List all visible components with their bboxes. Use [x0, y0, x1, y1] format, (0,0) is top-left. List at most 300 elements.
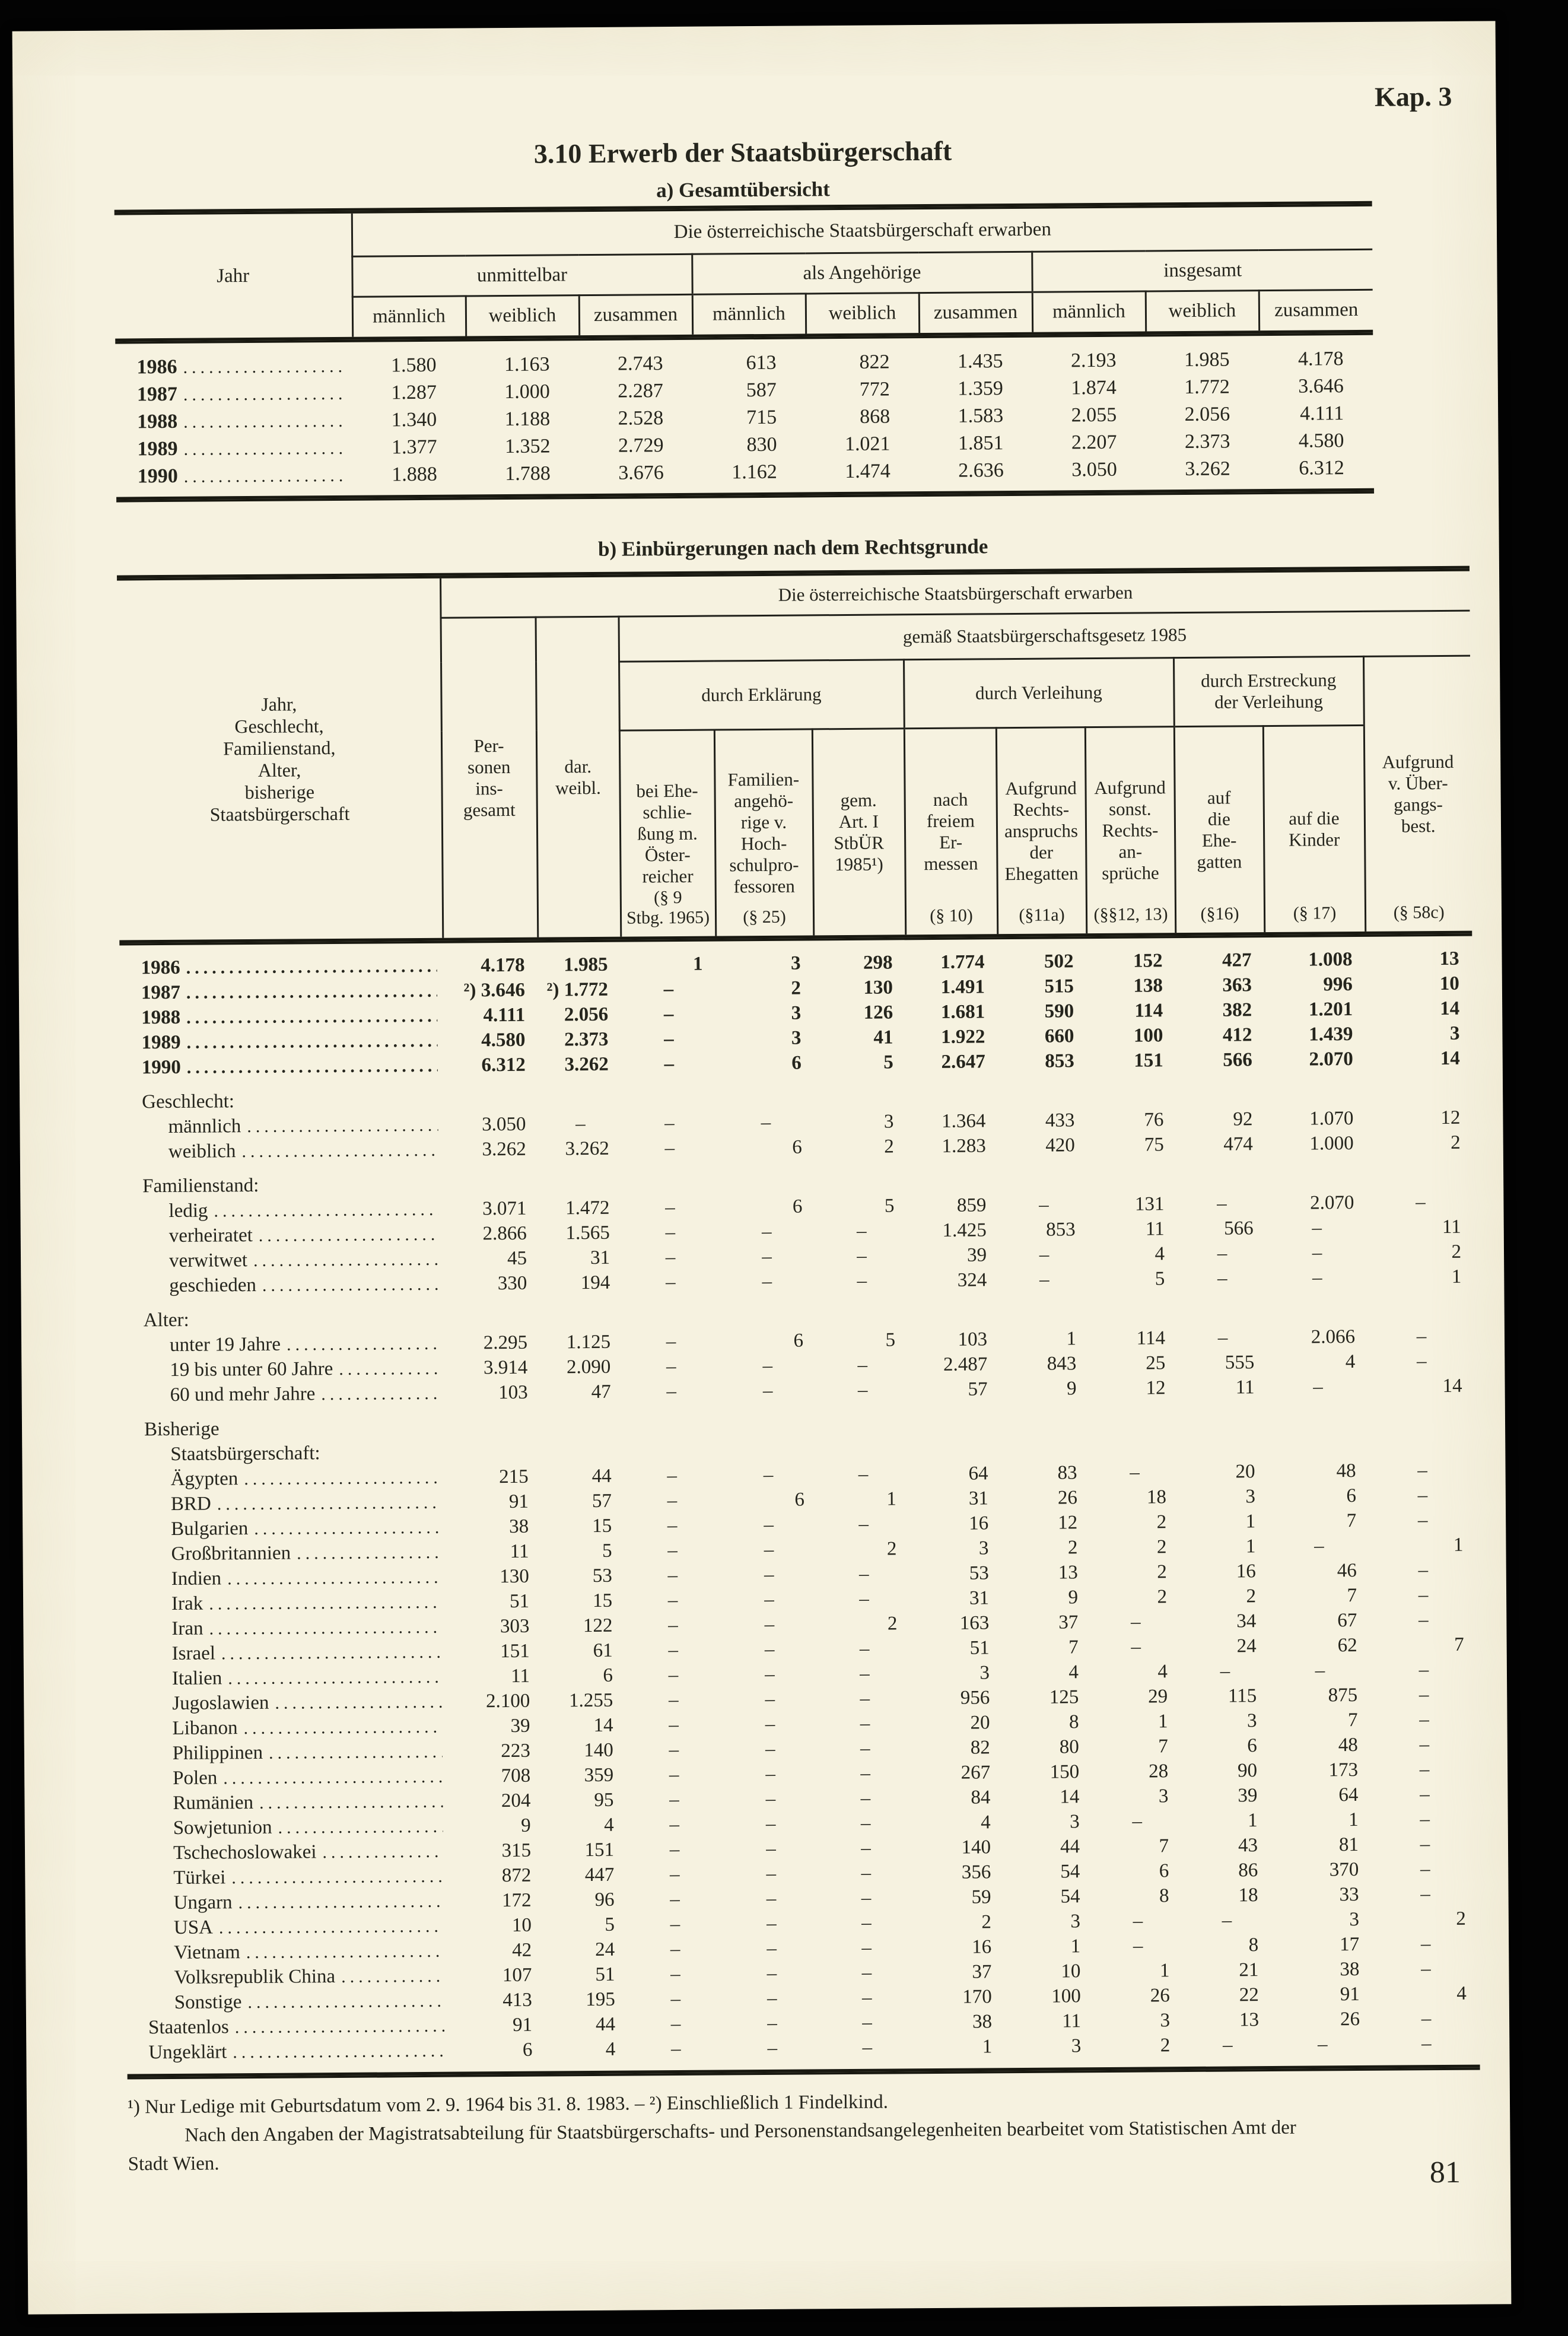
value-cell: 38: [972, 2011, 993, 2033]
row-label-cell: [125, 1712, 448, 1740]
value-cell: 131: [1134, 1193, 1165, 1215]
value-cell: –: [766, 1888, 777, 1910]
value-cell: –: [1417, 1485, 1428, 1507]
value-cell: 2.090: [566, 1356, 611, 1378]
value-cell: –: [1312, 1217, 1322, 1239]
value-cell: –: [575, 1113, 586, 1135]
value-cell: –: [1420, 1883, 1430, 1905]
value-cell: –: [1133, 1935, 1143, 1957]
row-label-cell: [126, 1862, 449, 1889]
leader-dots: [183, 355, 346, 378]
column-header-hochschulprofessoren: [714, 729, 813, 936]
paragraph-note: (§11a): [1019, 905, 1065, 925]
value-cell: 80: [1059, 1736, 1079, 1758]
value-cell: –: [1217, 1267, 1227, 1290]
value-cell: –: [1222, 2034, 1233, 2056]
row-label: Polen: [173, 1767, 218, 1790]
paragraph-note: (§ 25): [743, 907, 786, 927]
value-cell: 38: [509, 1516, 529, 1538]
value-cell: –: [765, 1714, 775, 1736]
value-cell: 356: [961, 1861, 991, 1884]
row-label-cell: [119, 952, 443, 979]
value-cell: –: [663, 978, 674, 1000]
value-cell: 2.528: [618, 407, 664, 430]
value-cell: 53: [592, 1565, 612, 1587]
column-header: zusammen: [1259, 290, 1373, 330]
value-cell: 2.729: [618, 434, 664, 457]
paragraph-note: (§ 10): [930, 905, 973, 926]
paragraph-note: (§ 17): [1293, 903, 1337, 923]
value-cell: 82: [970, 1737, 990, 1759]
value-cell: 3: [791, 1002, 802, 1025]
leader-dots: [219, 1916, 444, 1938]
value-cell: 1.474: [845, 460, 890, 483]
value-cell: 1: [692, 954, 703, 975]
value-cell: –: [670, 1988, 681, 2010]
leader-dots: [183, 383, 347, 405]
value-cell: –: [665, 1197, 675, 1219]
table-a-header: [115, 206, 1373, 339]
leader-dots: [209, 1617, 441, 1639]
value-cell: 75: [1144, 1134, 1164, 1156]
value-cell: 3: [1245, 1486, 1256, 1508]
leader-dots: [339, 1358, 440, 1380]
row-label: 1990: [137, 465, 178, 488]
value-cell: 20: [970, 1712, 990, 1734]
value-cell: –: [1314, 1535, 1324, 1557]
value-cell: 12: [1440, 1107, 1461, 1129]
row-label-cell: [122, 1379, 446, 1406]
value-cell: 4: [1154, 1243, 1165, 1265]
value-cell: 151: [500, 1641, 530, 1663]
value-cell: 413: [502, 1989, 532, 2011]
row-label: Iran: [171, 1617, 203, 1640]
value-cell: 39: [510, 1715, 530, 1737]
value-cell: –: [1418, 1609, 1429, 1631]
row-label-cell: [125, 1687, 448, 1715]
value-cell: 11: [510, 1541, 529, 1563]
value-cell: 76: [1144, 1109, 1164, 1131]
value-cell: –: [1130, 1461, 1140, 1484]
value-cell: 37: [1058, 1612, 1079, 1633]
value-cell: –: [1420, 1784, 1430, 1806]
value-cell: 11: [511, 1666, 530, 1687]
value-cell: 5: [884, 1195, 895, 1217]
value-cell: 4.178: [1297, 348, 1344, 370]
leader-dots: [186, 981, 437, 1003]
value-cell: –: [670, 2013, 681, 2035]
value-cell: 67: [1337, 1610, 1357, 1632]
value-cell: –: [1418, 1559, 1429, 1581]
value-cell: 18: [1146, 1486, 1167, 1508]
table-a-subtitle: a) Gesamtübersicht: [656, 177, 830, 202]
row-label: Staatsbürgerschaft:: [170, 1442, 320, 1466]
value-cell: –: [764, 1614, 775, 1636]
row-label-cell: [127, 2011, 450, 2039]
value-cell: 26: [1150, 1985, 1170, 2007]
value-cell: –: [669, 1714, 679, 1736]
value-cell: –: [1416, 1191, 1426, 1213]
value-cell: 853: [1046, 1219, 1076, 1241]
value-cell: –: [858, 1464, 869, 1486]
value-cell: –: [762, 1355, 773, 1377]
value-cell: 8: [1248, 1934, 1259, 1956]
value-cell: 1.788: [505, 462, 551, 485]
value-cell: –: [857, 1355, 868, 1377]
value-cell: 42: [512, 1940, 532, 1962]
stub-header: Jahr, Geschlecht, Familienstand, Alter, bisherige Staatsbürgerschaft: [117, 579, 443, 940]
leader-dots: [259, 1791, 443, 1813]
value-cell: 4: [981, 1811, 991, 1833]
value-cell: 447: [584, 1864, 615, 1886]
row-label: unter 19 Jahre: [169, 1334, 281, 1356]
value-cell: 2.070: [1310, 1192, 1354, 1214]
value-cell: 2.373: [564, 1029, 609, 1051]
value-cell: 5: [602, 1540, 612, 1562]
span-header: Die österreichische Staatsbürgerschaft erwarben: [440, 571, 1470, 618]
leader-dots: [247, 1991, 444, 2013]
value-cell: 6: [603, 1665, 613, 1687]
row-label: Staatenlos: [148, 2016, 229, 2039]
value-cell: 29: [1148, 1686, 1168, 1708]
row-label: Bulgarien: [171, 1518, 249, 1540]
value-cell: 7: [1158, 1736, 1168, 1757]
value-cell: 5: [883, 1051, 893, 1073]
value-cell: –: [1418, 1659, 1429, 1681]
value-cell: 115: [1227, 1685, 1257, 1707]
value-cell: 14: [593, 1715, 613, 1737]
leader-dots: [228, 1667, 442, 1689]
value-cell: –: [1217, 1242, 1227, 1265]
value-cell: 1.580: [390, 354, 437, 377]
footnote-line: Stadt Wien.: [128, 2153, 220, 2175]
row-label-cell: [122, 1220, 445, 1247]
value-cell: –: [1421, 1958, 1431, 1980]
value-cell: 44: [1060, 1836, 1080, 1858]
value-cell: 11: [1062, 2010, 1082, 2032]
value-cell: 9: [1066, 1378, 1077, 1400]
value-cell: –: [1418, 1584, 1429, 1606]
value-cell: 14: [1440, 998, 1460, 1020]
value-cell: 3: [1246, 1710, 1257, 1732]
column-label: Aufgrund sonst. Rechts- an- sprüche: [1094, 776, 1166, 883]
leader-dots: [183, 410, 347, 433]
value-cell: 11: [1145, 1218, 1165, 1240]
value-cell: –: [666, 1331, 676, 1353]
value-cell: 1: [1453, 1534, 1464, 1556]
row-label: 1988: [137, 411, 178, 433]
value-cell: 2.636: [958, 459, 1004, 482]
value-cell: 359: [584, 1765, 614, 1787]
value-cell: 41: [873, 1026, 893, 1049]
group-header-insgesamt: insgesamt: [1032, 249, 1373, 292]
value-cell: 91: [1340, 1984, 1360, 2006]
value-cell: 2.193: [1070, 349, 1117, 372]
row-label: Libanon: [172, 1717, 238, 1740]
row-label-cell: [123, 1463, 446, 1490]
value-cell: 9: [1068, 1587, 1079, 1609]
value-cell: 3: [1071, 2035, 1082, 2057]
row-label-cell: [116, 377, 353, 406]
value-cell: –: [764, 1589, 774, 1611]
value-cell: 34: [1236, 1610, 1257, 1632]
leader-dots: [297, 1542, 441, 1563]
row-label-cell: [125, 1663, 448, 1690]
value-cell: –: [766, 1913, 777, 1935]
value-cell: 715: [746, 406, 777, 429]
value-cell: –: [1133, 1910, 1143, 1933]
value-cell: 86: [1238, 1860, 1258, 1881]
value-cell: –: [1312, 1267, 1322, 1289]
value-cell: 7: [1346, 1510, 1357, 1532]
value-cell: 204: [501, 1790, 531, 1812]
value-cell: 7: [1068, 1636, 1079, 1658]
leader-dots: [186, 1006, 437, 1028]
column-header-personen: Per- sonen ins- gesamt: [441, 617, 538, 938]
row-label: Bisherige: [144, 1418, 220, 1441]
column-label: gem. Art. I StbÜR 1985¹): [834, 789, 885, 875]
value-cell: –: [664, 1053, 675, 1075]
value-cell: –: [670, 1963, 680, 1985]
row-label: verwitwet: [168, 1250, 248, 1272]
row-label-cell: [122, 1329, 446, 1356]
value-cell: 48: [1338, 1734, 1358, 1756]
value-cell: 10: [511, 1915, 532, 1937]
column-label: bei Ehe- schlie- ßung m. Öster- reicher: [636, 780, 698, 887]
value-cell: –: [862, 2037, 873, 2059]
value-cell: –: [861, 1887, 872, 1909]
value-cell: 2.056: [1184, 403, 1230, 426]
value-cell: –: [1317, 2033, 1328, 2055]
footnote-line: Nach den Angaben der Magistratsabteilung für Staatsbürgerschafts- und Personenstandsangelegenheiten bearbeitet vom Statistischen Amt der: [185, 2116, 1296, 2146]
row-label-cell: [120, 1026, 443, 1054]
row-label-cell: [124, 1613, 447, 1640]
value-cell: 267: [960, 1762, 991, 1784]
value-cell: –: [765, 1763, 776, 1785]
value-cell: –: [858, 1514, 869, 1536]
row-label: männlich: [168, 1115, 241, 1138]
value-cell: –: [663, 1003, 674, 1025]
value-cell: 5: [1154, 1268, 1165, 1290]
value-cell: 151: [584, 1839, 615, 1861]
value-cell: 875: [1328, 1685, 1358, 1706]
value-cell: –: [668, 1664, 679, 1686]
value-cell: 194: [580, 1272, 610, 1294]
value-cell: –: [861, 1838, 871, 1860]
value-cell: 57: [591, 1490, 612, 1512]
value-cell: 3.262: [1185, 457, 1230, 481]
leader-dots: [287, 1333, 440, 1355]
value-cell: –: [764, 1514, 774, 1536]
value-cell: 1.000: [1309, 1133, 1354, 1155]
value-cell: ²) 1.772: [546, 979, 609, 1001]
value-cell: 3: [1449, 1023, 1460, 1045]
row-label-cell: [123, 1538, 447, 1565]
value-cell: 140: [961, 1836, 991, 1859]
paragraph-note: [815, 926, 905, 927]
value-cell: 39: [966, 1244, 987, 1266]
value-cell: 64: [968, 1463, 988, 1485]
value-cell: –: [1419, 1759, 1430, 1781]
row-label-cell: [123, 1488, 447, 1515]
leader-dots: [278, 1816, 443, 1838]
row-label: Italien: [171, 1667, 222, 1690]
value-cell: –: [861, 1962, 872, 1984]
value-cell: 4: [604, 1814, 614, 1836]
value-cell: 3.914: [483, 1357, 528, 1379]
value-cell: –: [1417, 1460, 1427, 1482]
column-header: männlich: [372, 305, 446, 328]
row-label: 1986: [141, 957, 180, 979]
column-header: weiblich: [806, 293, 919, 333]
chapter-label: Kap. 3: [1374, 81, 1452, 112]
value-cell: –: [1416, 1350, 1427, 1372]
value-cell: 2.373: [1184, 430, 1230, 453]
leader-dots: [235, 2016, 445, 2038]
table-b: [117, 566, 1480, 2080]
footnotes: [128, 2084, 1487, 2179]
value-cell: 2: [1456, 1908, 1466, 1930]
value-cell: 223: [501, 1740, 530, 1762]
row-label: Jugoslawien: [172, 1692, 269, 1715]
column-header-kinder: [1263, 725, 1365, 932]
value-cell: 1: [1245, 1536, 1256, 1558]
value-cell: 1.583: [958, 405, 1004, 427]
group-header-erstreckung: durch Erstreckung der Verleihung: [1173, 656, 1364, 726]
value-cell: 1.985: [1184, 348, 1230, 371]
table-a: [115, 201, 1374, 503]
column-header: zusammen: [919, 292, 1032, 333]
paragraph-note: (§ 58c): [1393, 902, 1445, 923]
value-cell: –: [668, 1689, 679, 1711]
value-cell: 130: [500, 1566, 529, 1588]
leader-dots: [254, 1517, 441, 1539]
value-cell: 1.922: [941, 1026, 985, 1048]
value-cell: 1.874: [1071, 377, 1117, 399]
value-cell: –: [1419, 1709, 1429, 1731]
value-cell: ²) 3.646: [463, 980, 526, 1002]
value-cell: 1.439: [1309, 1024, 1353, 1045]
value-cell: –: [764, 1564, 774, 1586]
value-cell: 566: [1223, 1049, 1252, 1071]
value-cell: 1: [1157, 1711, 1168, 1733]
value-cell: 4: [1345, 1351, 1356, 1373]
value-cell: 502: [1044, 951, 1074, 973]
row-label-cell: [125, 1787, 449, 1814]
row-label-cell: [121, 1136, 444, 1163]
row-label: verheiratet: [168, 1225, 253, 1247]
value-cell: 1.287: [391, 382, 437, 404]
value-cell: 822: [859, 351, 890, 374]
value-cell: –: [1039, 1244, 1049, 1266]
value-cell: 1.851: [958, 432, 1004, 455]
value-cell: 370: [1329, 1859, 1359, 1881]
value-cell: 92: [1233, 1108, 1253, 1130]
row-label: Familienstand:: [142, 1175, 259, 1197]
value-cell: –: [1312, 1242, 1322, 1264]
row-label: Volksrepublik China: [174, 1966, 336, 1989]
row-label: Großbritannien: [171, 1542, 291, 1565]
value-cell: –: [670, 2038, 681, 2060]
row-label-cell: [123, 1513, 447, 1540]
value-cell: 10: [1439, 973, 1459, 995]
value-cell: 6: [522, 2039, 533, 2061]
value-cell: 100: [1051, 1985, 1081, 2007]
value-cell: 420: [1045, 1134, 1075, 1157]
column-header-ehegatten: [1174, 726, 1264, 933]
value-cell: 90: [1237, 1760, 1258, 1782]
value-cell: –: [1420, 1933, 1431, 1955]
value-cell: 1.359: [958, 377, 1003, 400]
value-cell: 140: [584, 1740, 613, 1762]
value-cell: 412: [1222, 1024, 1252, 1046]
value-cell: –: [762, 1246, 772, 1268]
value-cell: 3: [979, 1662, 990, 1684]
value-cell: 38: [1340, 1959, 1360, 1981]
value-cell: –: [857, 1270, 867, 1292]
table-b-header: [117, 571, 1472, 940]
value-cell: 2: [1157, 1586, 1168, 1608]
value-cell: –: [1222, 1909, 1232, 1931]
value-cell: –: [669, 1864, 680, 1886]
column-header-stbuer: [812, 728, 905, 935]
value-cell: 1.377: [391, 436, 437, 459]
row-label: Sowjetunion: [173, 1817, 272, 1839]
value-cell: 12: [1146, 1377, 1166, 1399]
value-cell: –: [665, 1222, 676, 1244]
value-cell: –: [859, 1638, 870, 1660]
value-cell: 6: [1346, 1485, 1357, 1507]
value-cell: 24: [595, 1939, 615, 1961]
value-cell: 61: [593, 1640, 613, 1662]
value-cell: –: [766, 1938, 777, 1960]
value-cell: 2.056: [564, 1004, 609, 1026]
value-cell: 25: [1146, 1352, 1166, 1374]
row-label-cell: [126, 1912, 450, 1939]
value-cell: 18: [1238, 1884, 1258, 1906]
row-label-cell: [116, 404, 353, 433]
leader-dots: [269, 1741, 443, 1763]
row-label-cell: [121, 1195, 444, 1222]
value-cell: 2: [1067, 1537, 1078, 1559]
value-cell: –: [1420, 1809, 1430, 1830]
leader-dots: [322, 1841, 443, 1863]
value-cell: 5: [885, 1329, 896, 1351]
span-header: Die österreichische Staatsbürgerschaft erwarben: [352, 206, 1373, 256]
value-cell: 21: [1239, 1959, 1259, 1981]
value-cell: 4: [1068, 1661, 1079, 1683]
value-cell: 16: [972, 1936, 992, 1958]
column-label: Aufgrund Rechts- anspruchs der Ehegatten: [1004, 777, 1079, 884]
value-cell: 4: [1157, 1661, 1168, 1683]
row-label: 1990: [141, 1057, 181, 1079]
value-cell: 103: [498, 1382, 528, 1404]
value-cell: 6: [792, 1196, 803, 1218]
row-label-cell: [126, 1937, 450, 1964]
value-cell: 6: [794, 1489, 805, 1511]
value-cell: –: [861, 1937, 872, 1959]
value-cell: 39: [1238, 1785, 1258, 1807]
value-cell: –: [767, 2013, 777, 2035]
value-cell: 6: [792, 1136, 802, 1159]
value-cell: –: [1131, 1636, 1141, 1658]
value-cell: –: [1420, 1833, 1430, 1855]
value-cell: 6: [793, 1330, 804, 1352]
value-cell: 330: [497, 1273, 527, 1295]
row-label: BRD: [170, 1493, 211, 1515]
row-label: Tschechoslowakei: [173, 1841, 317, 1864]
value-cell: –: [665, 1247, 676, 1269]
